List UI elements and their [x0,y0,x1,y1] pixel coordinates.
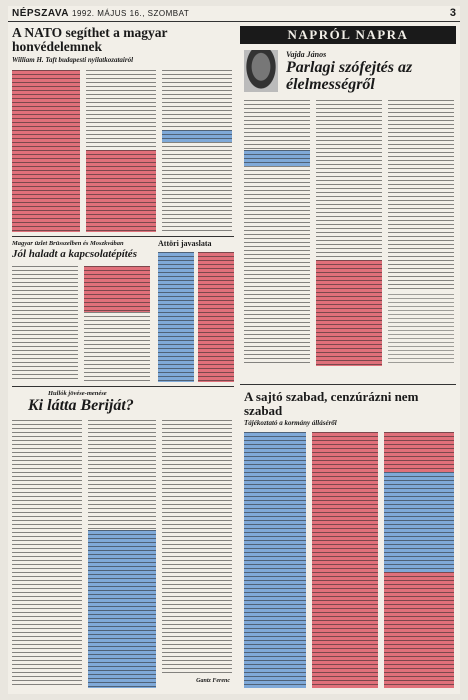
masthead-logo: NÉPSZAVA [12,8,69,19]
page-number: 3 [449,7,456,19]
masthead [8,6,460,22]
side-column-b [198,252,234,382]
press-column-1 [244,432,306,688]
masthead-date: 1992. MÁJUS 16., SZOMBAT [72,9,190,18]
divider-nato [12,236,234,237]
nato-column-3b [162,130,232,142]
side-column-a [158,252,194,382]
column-col-3b [388,294,454,366]
press-headline: A sajtó szabad, cenzúrázni nem szabad [244,390,419,418]
column-col-3a [388,100,454,290]
bruxelles-column-2 [84,266,150,312]
nato-column-3c [162,142,232,232]
bruxelles-kicker: Magyar üzlet Brüsszelben és Moszkvában [12,240,124,247]
side-article [158,240,234,384]
divider-middle [12,386,234,387]
nato-article [12,26,234,234]
beriat-article [12,390,234,690]
beriat-column-2a [88,420,156,530]
column-headline: Parlagi szófejtés az élelmességről [286,59,413,93]
column-col-1a [244,100,310,150]
press-article [240,390,456,690]
beriat-column-3 [162,420,232,674]
press-column-3a [384,432,454,472]
bruxelles-article [12,240,152,384]
side-headline: Áttöri javaslata [158,240,212,248]
beriat-kicker: Hullók jövése-menése [48,390,107,397]
column-author: Vajda János [286,50,327,59]
beriat-column-1 [12,420,82,688]
author-portrait [244,50,278,92]
newspaper-page [8,6,460,694]
press-column-3b [384,472,454,572]
column-col-1c [244,166,310,366]
bruxelles-column-1 [12,266,78,382]
bruxelles-column-2b [84,312,150,382]
nato-headline: A NATO segíthet a magyar honvédelemnek [12,26,168,55]
divider-column [240,384,456,385]
nato-column-1 [12,70,80,232]
nato-column-3 [162,70,232,130]
beriat-column-2b [88,530,156,688]
bruxelles-headline: Jól haladt a kapcsolatépítés [12,248,137,260]
column-col-2b [316,260,382,366]
column-col-2a [316,100,382,260]
column-rubric: NAPRÓL NAPRA [240,26,456,44]
nato-byline: William H. Taft budapesti nyilatkozatairól [12,56,134,65]
column-col-1b [244,150,310,166]
press-subhead: Tájékoztató a kormány álláséről [244,419,337,428]
beriat-signature: Gantz Ferenc [196,678,230,684]
column-article [240,26,456,386]
nato-column-2 [86,70,156,150]
press-column-2 [312,432,378,688]
beriat-headline: Ki látta Beriját? [28,397,134,414]
nato-column-2b [86,150,156,232]
press-column-3c [384,572,454,688]
